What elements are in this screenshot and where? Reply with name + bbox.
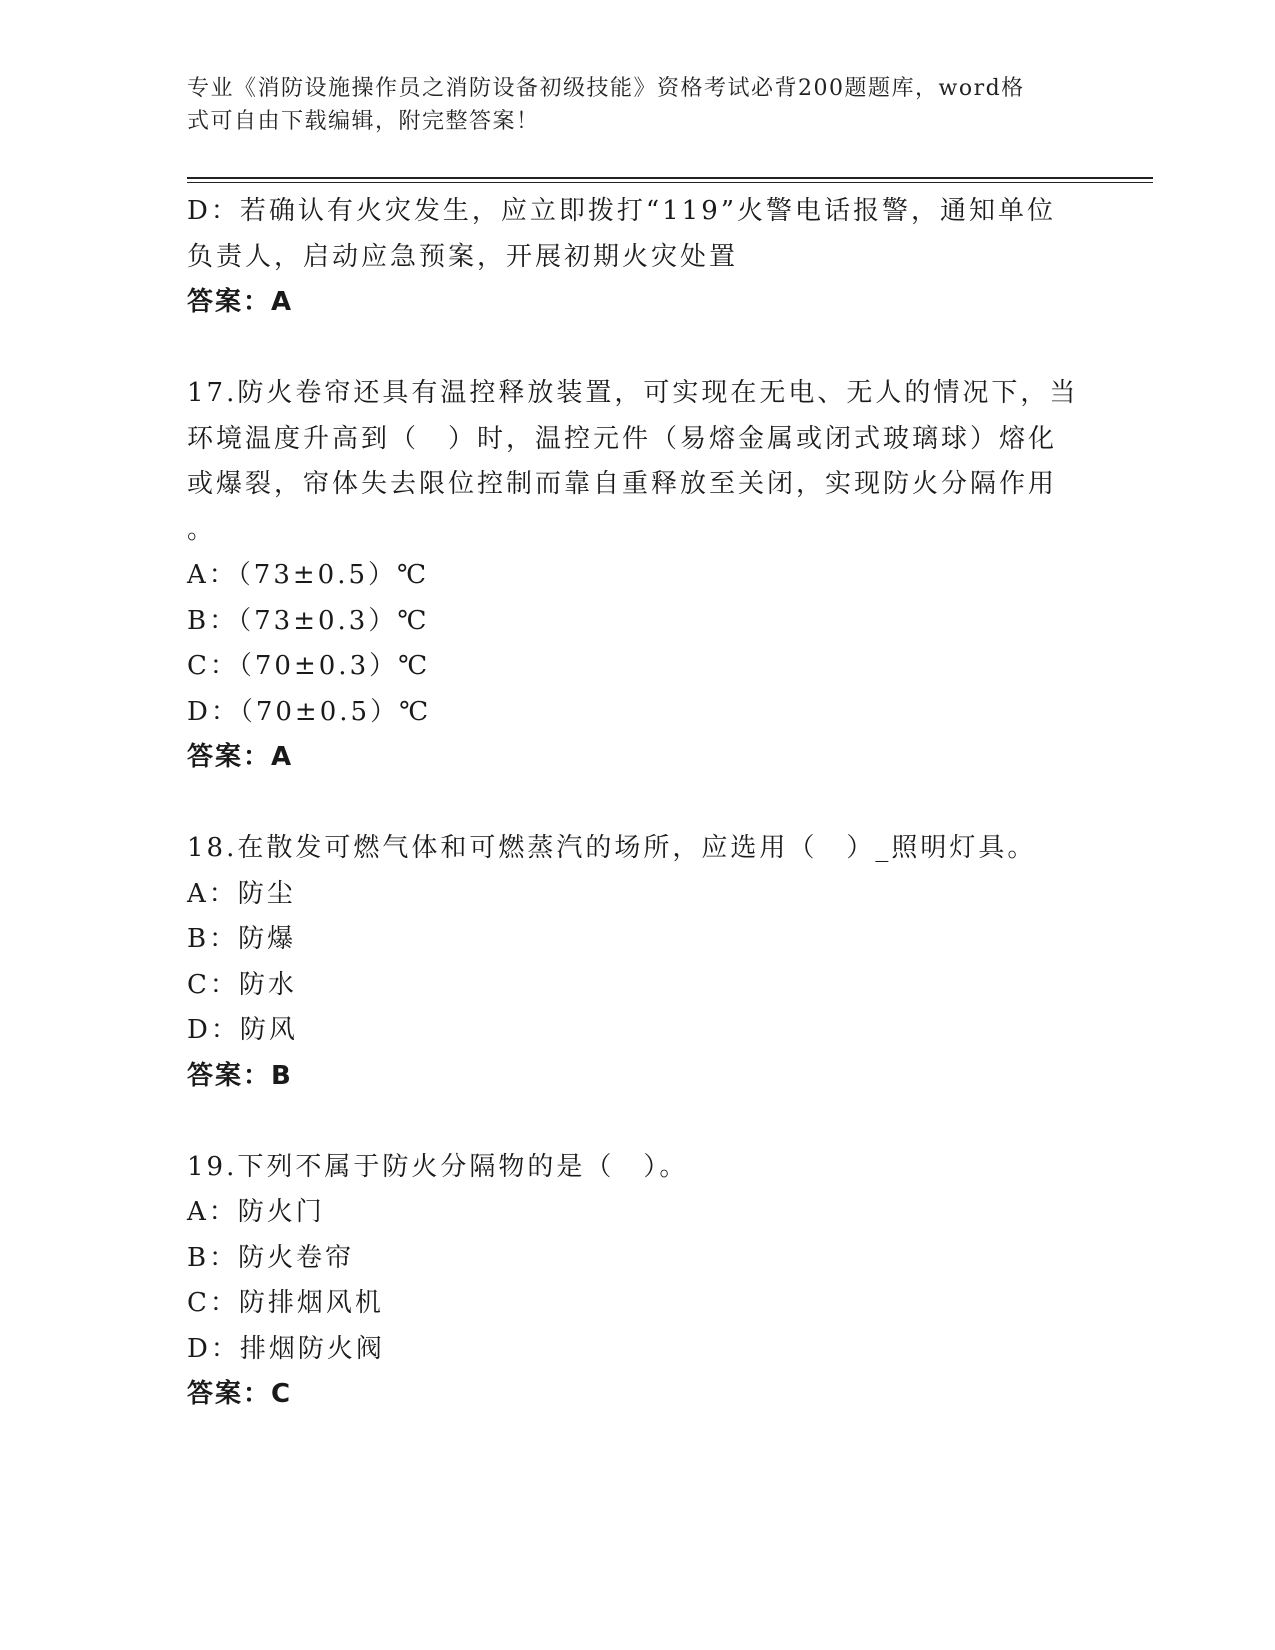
question-stem: 。 [187,514,217,545]
spacer [187,781,1087,827]
option-b: B：（73±0.3）℃ [187,605,430,636]
answer-line: 答案：A [187,742,294,772]
question-16-tail [187,189,1087,326]
option-d-continued: 负责人，启动应急预案，开展初期火灾处置 [187,241,739,272]
header-line: 式可自由下载编辑，附完整答案！ [187,109,540,134]
spacer [187,326,1087,372]
header-divider [187,177,1153,179]
question-stem: 18.在散发可燃气体和可燃蒸汽的场所，应选用（ ）_照明灯具。 [187,833,1037,863]
question-stem: 或爆裂，帘体失去限位控制而靠自重释放至关闭，实现防火分隔作用 [187,469,1058,499]
option-c: C：（70±0.3）℃ [187,651,431,681]
option-b: B：防火卷帘 [187,1242,355,1273]
option-c: C：防排烟风机 [187,1288,384,1318]
question-stem: 环境温度升高到（ ）时，温控元件（易熔金属或闭式玻璃球）熔化 [187,423,1058,454]
question-19 [187,1145,1087,1418]
option-a: A：防尘 [187,878,296,909]
question-list [187,189,1087,1418]
option-d: D：若确认有火灾发生，应立即拨打“119”火警电话报警，通知单位 [187,196,1057,226]
document-header [187,72,1067,138]
answer-line: 答案：B [187,1060,293,1091]
header-divider-thin [187,182,1153,183]
question-stem: 19.下列不属于防火分隔物的是（ ）。 [187,1151,689,1182]
question-17 [187,371,1087,781]
option-d: D：（70±0.5）℃ [187,696,432,727]
header-line: 专业《消防设施操作员之消防设备初级技能》资格考试必背200题题库，word格 [187,76,1025,101]
option-b: B：防爆 [187,924,297,954]
question-stem: 17.防火卷帘还具有温控释放装置，可实现在无电、无人的情况下，当 [187,378,1079,408]
question-18 [187,826,1087,1099]
answer-line: 答案：A [187,287,294,317]
option-c: C：防水 [187,969,297,1000]
option-d: D：排烟防火阀 [187,1333,385,1364]
answer-line: 答案：C [187,1379,293,1409]
spacer [187,1099,1087,1145]
option-d: D：防风 [187,1015,298,1045]
option-a: A：防火门 [187,1197,325,1227]
option-a: A：（73±0.5）℃ [187,560,430,590]
